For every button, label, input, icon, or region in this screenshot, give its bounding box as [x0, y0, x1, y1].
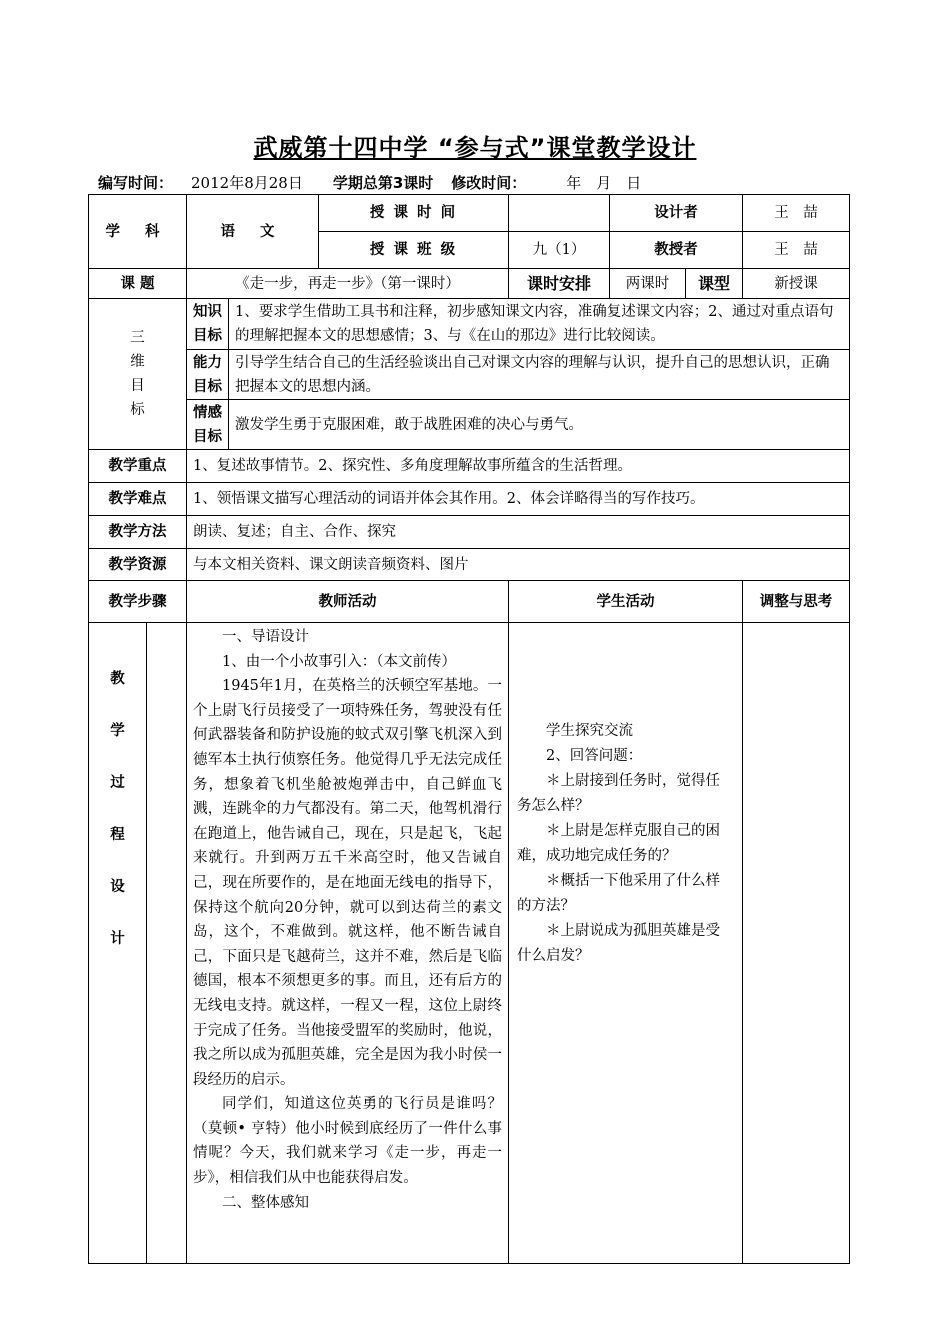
teacher-activity-label: 教师活动 [187, 581, 509, 623]
teacher-paragraph: 二、整体感知 [222, 1194, 309, 1211]
ability-goal-text: 引导学生结合自己的生活经验谈出自己对课文内容的理解与认识，提升自己的思想认识，正确把握本文的思想内涵。 [229, 350, 850, 400]
knowledge-goal-label: 知识 目标 [187, 299, 229, 350]
ability-goal-label: 能力 目标 [187, 350, 229, 400]
adjust-content [743, 623, 850, 1264]
key-points-label: 教学重点 [89, 450, 187, 483]
student-activity-label: 学生活动 [509, 581, 743, 623]
write-time-value: 2012年8月28日 [191, 174, 303, 192]
page-title: 武威第十四中学 “参与式”课堂教学设计 [253, 134, 697, 162]
topic-label: 课 题 [89, 269, 187, 299]
teach-time-label: 授 课 时 间 [319, 195, 509, 232]
meta-line [98, 172, 641, 193]
student-paragraph: ＊上尉是怎样克服自己的困难，成功地完成任务的？ [517, 823, 720, 864]
knowledge-goal-text: 1、要求学生借助工具书和注释，初步感知课文内容，准确复述课文内容；2、通过对重点语句的理解把握本文的思想感情；3、与《在山的那边》进行比较阅读。 [229, 299, 850, 350]
student-activity-content [509, 623, 743, 1264]
student-paragraph: ＊上尉接到任务时，觉得任务怎么样？ [517, 773, 720, 814]
topic-value: 《走一步，再走一步》（第一课时） [187, 269, 509, 299]
difficulties-label: 教学难点 [89, 483, 187, 516]
total-lessons: 学期总第3课时 [332, 174, 434, 192]
modify-time-value: 年 月 日 [566, 174, 642, 192]
designer-value: 王 喆 [743, 195, 850, 232]
emotion-goal-label: 情感 目标 [187, 400, 229, 450]
student-paragraph: 学生探究交流 [546, 723, 633, 739]
teacher-paragraph: 同学们，知道这位英勇的飞行员是谁吗？（莫顿• 亨特）他小时候到底经历了一件什么事情呢？今天，我们就来学习《走一步，再走一步》，相信我们从中也能获得启发。 [193, 1096, 502, 1187]
resources-label: 教学资源 [89, 549, 187, 581]
modify-time-label: 修改时间： [451, 174, 527, 192]
key-points-text: 1、复述故事情节。2、探究性、多角度理解故事所蕴含的生活哲理。 [187, 450, 850, 483]
methods-label: 教学方法 [89, 516, 187, 549]
type-label: 课型 [686, 269, 743, 299]
process-blank [147, 623, 187, 1264]
teacher-paragraph: 1、由一个小故事引入：（本文前传） [222, 653, 456, 670]
teacher-activity-content [187, 623, 509, 1264]
subject-label: 学 科 [89, 195, 187, 269]
resources-text: 与本文相关资料、课文朗读音频资料、图片 [187, 549, 850, 581]
type-value: 新授课 [743, 269, 850, 299]
subject-value: 语 文 [187, 195, 319, 269]
steps-label: 教学步骤 [89, 581, 187, 623]
student-paragraph: ＊上尉说成为孤胆英雄是受什么启发？ [517, 923, 720, 964]
write-time-label: 编写时间： [98, 174, 174, 192]
teacher-value: 王 喆 [743, 232, 850, 269]
process-label: 教 学 过 程 设 计 [89, 623, 147, 1264]
teacher-paragraph: 1945年1月，在英格兰的沃顿空军基地。一个上尉飞行员接受了一项特殊任务，驾驶没有任何武器装备和防护设施的蚊式双引擎飞机深入到德军本土执行侦察任务。他觉得几乎无法完成任务，想象着飞机坐舱被炮弹击中，自己鲜血飞溅，连跳伞的力气都没有。第二天，他驾机滑行在跑道上，他告诫自己，现在，只是起飞，飞起来就行。升到两万五千米高空时，他又告诫自己，现在所要作的，是在地面无线电的指导下，保持这个航向20分钟，就可以到达荷兰的素文岛，这个，不难做到。就这样，他不断告诫自己，下面只是飞越荷兰，这并不难，然后是飞临德国，根本不须想更多的事。而且，还有后方的无线电支持。就这样，一程又一程，这位上尉终于完成了任务。当他接受盟军的奖励时，他说，我之所以成为孤胆英雄，完全是因为我小时侯一段经历的启示。 [193, 678, 502, 1088]
student-paragraph: 2、回答问题： [546, 748, 643, 764]
goals-group-label: 三 维 目 标 [89, 299, 187, 450]
schedule-label: 课时安排 [509, 269, 610, 299]
teacher-paragraph: 一、导语设计 [222, 629, 309, 645]
difficulties-text: 1、领悟课文描写心理活动的词语并体会其作用。2、体会详略得当的写作技巧。 [187, 483, 850, 516]
lesson-plan-table [88, 194, 850, 1264]
methods-text: 朗读、复述；自主、合作、探究 [187, 516, 850, 549]
class-label: 授 课 班 级 [319, 232, 509, 269]
teacher-label: 教授者 [610, 232, 743, 269]
student-paragraph: ＊概括一下他采用了什么样的方法？ [517, 873, 720, 914]
class-value: 九（1） [509, 232, 610, 269]
schedule-value: 两课时 [610, 269, 686, 299]
adjust-label: 调整与思考 [743, 581, 850, 623]
emotion-goal-text: 激发学生勇于克服困难，敢于战胜困难的决心与勇气。 [229, 400, 850, 450]
teach-time-value [509, 195, 610, 232]
designer-label: 设计者 [610, 195, 743, 232]
